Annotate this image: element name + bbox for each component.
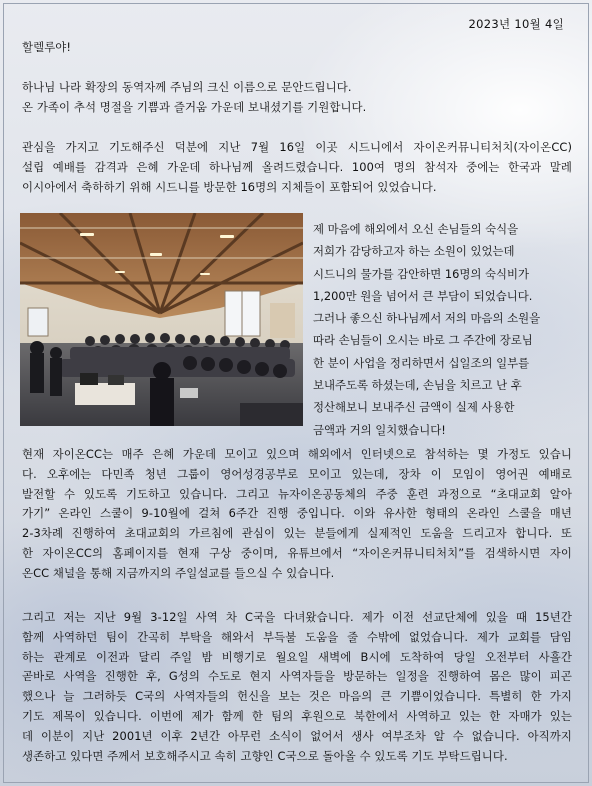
paragraph-1	[22, 78, 572, 118]
paragraph-3-line: 발전할 수 있도록 기도하고 있습니다. 그리고 뉴자이온공동체의 주중 훈련 과정으로 “초대교회 알아	[22, 486, 572, 501]
paragraph-2	[22, 138, 572, 197]
paragraph-4-line: 그리고 저는 지난 9월 3-12일 사역 차 C국을 다녀왔습니다. 제가 이전 선교단체에 있을 때 15년간	[22, 610, 572, 624]
paragraph-3-line: 한 자이온CC의 홈페이지를 현재 구상 중이며, 유튜브에서 “자이온커뮤니티처치”를 검색하시면 자이	[22, 545, 572, 560]
paragraph-1-line: 하나님 나라 확장의 동역자께 주님의 크신 이름으로 문안드립니다.	[22, 80, 352, 94]
paragraph-4-line: 기도 제목이 있습니다. 이번에 제가 함께 한 팀의 후원으로 북한에서 사역하고 있는 한 자매가 있는	[22, 708, 572, 723]
side-text-line: 따라 손님들이 오시는 바로 그 주간에 장로님	[313, 333, 533, 348]
paragraph-2-line: 관심을 가지고 기도해주신 덕분에 지난 7월 16일 이곳 시드니에서 자이온커뮤니티처치(자이온CC)	[22, 140, 572, 154]
side-text-line: 시드니의 물가를 감안하면 16명의 숙식비가	[313, 266, 530, 281]
church-service-photo	[20, 213, 303, 426]
paragraph-4-line: 곧바로 사역을 진행한 후, G성의 수도로 현지 사역자들을 방문하는 일정을 진행하여 몸은 많이 피곤	[22, 669, 572, 684]
letter-date: 2023년 10월 4일	[468, 17, 564, 31]
paragraph-3-line: 다. 오후에는 다민족 청년 그룹이 영어성경공부로 모이고 있는데, 장차 이 모임이 영어권 예배로	[22, 466, 572, 481]
side-text-line: 저희가 감당하고자 하는 소원이 있었는데	[313, 244, 515, 259]
paragraph-2-line: 이시아에서 축하하기 위해 시드니를 방문한 16명의 지체들이 포함되어 있었습니다.	[22, 179, 437, 194]
paragraph-2-line: 설립 예배를 감격과 은혜 가운데 하나님께 올려드렸습니다. 100여 명의 참석자 중에는 한국과 말레	[22, 159, 572, 174]
paragraph-4-line: 함께 사역하던 팀이 간곡히 부탁을 해와서 부득불 도움을 줄 수밖에 없었습니다. 제가 교회를 담임	[22, 629, 572, 644]
paragraph-3-line: 현재 자이온CC는 매주 은혜 가운데 모이고 있으며 해외에서 인터넷으로 참석하는 몇 가정도 있습니	[22, 447, 572, 461]
side-text-line: 정산해보니 보내주신 금액이 실제 사용한	[313, 400, 515, 415]
side-text-line: 보내주도록 하셨는데, 손님을 치르고 난 후	[313, 378, 522, 393]
paragraph-3-line: 2-3차례 진행하여 초대교회의 가르침에 관심이 있는 분들에게 실제적인 도움을 드리고자 합니다. 또	[22, 526, 572, 541]
side-text-line: 한 분이 사업을 정리하면서 십일조의 일부를	[313, 355, 530, 370]
side-text-line: 그러나 좋으신 하나님께서 저의 마음의 소원을	[313, 311, 541, 326]
side-text-line: 금액과 거의 일치했습니다!	[313, 422, 446, 437]
greeting: 할렐루야!	[22, 40, 72, 54]
paragraph-4	[22, 608, 572, 766]
side-text-line: 1,200만 원을 넘어서 큰 부담이 되었습니다.	[313, 288, 533, 303]
paragraph-3	[22, 445, 572, 584]
paragraph-3-line: 가기” 온라인 스쿨이 9-10월에 걸쳐 6주간 진행 중입니다. 이와 유사한 형태의 온라인 스쿨을 매년	[22, 506, 572, 521]
paragraph-4-line: 했으나 늘 그러하듯 C국의 사역자들의 헌신을 보는 것은 마음의 큰 기쁨이었습니다. 특별히 한 가지	[22, 689, 572, 704]
paragraph-4-line: 하는 관계로 이전과 달리 주일 밤 비행기로 월요일 새벽에 B시에 도착하여 당일 오전부터 사흘간	[22, 649, 572, 664]
paragraph-4-line: 데 이분이 지난 2001년 이후 2년간 아무런 소식이 없어서 생사 여부조차 알 수 없습니다. 아직까지	[22, 728, 572, 743]
photo-side-text	[313, 218, 578, 441]
side-text-line: 제 마음에 해외에서 오신 손님들의 숙식을	[313, 222, 519, 236]
paragraph-3-line: 온CC 채널을 통해 지금까지의 주일설교를 들으실 수 있습니다.	[22, 565, 335, 580]
paragraph-1-line: 온 가족이 추석 명절을 기쁨과 즐거움 가운데 보내셨기를 기원합니다.	[22, 99, 367, 114]
paragraph-4-line: 생존하고 있다면 주께서 보호해주시고 속히 고향인 C국으로 돌아올 수 있도록 기도 부탁드립니다.	[22, 748, 508, 763]
